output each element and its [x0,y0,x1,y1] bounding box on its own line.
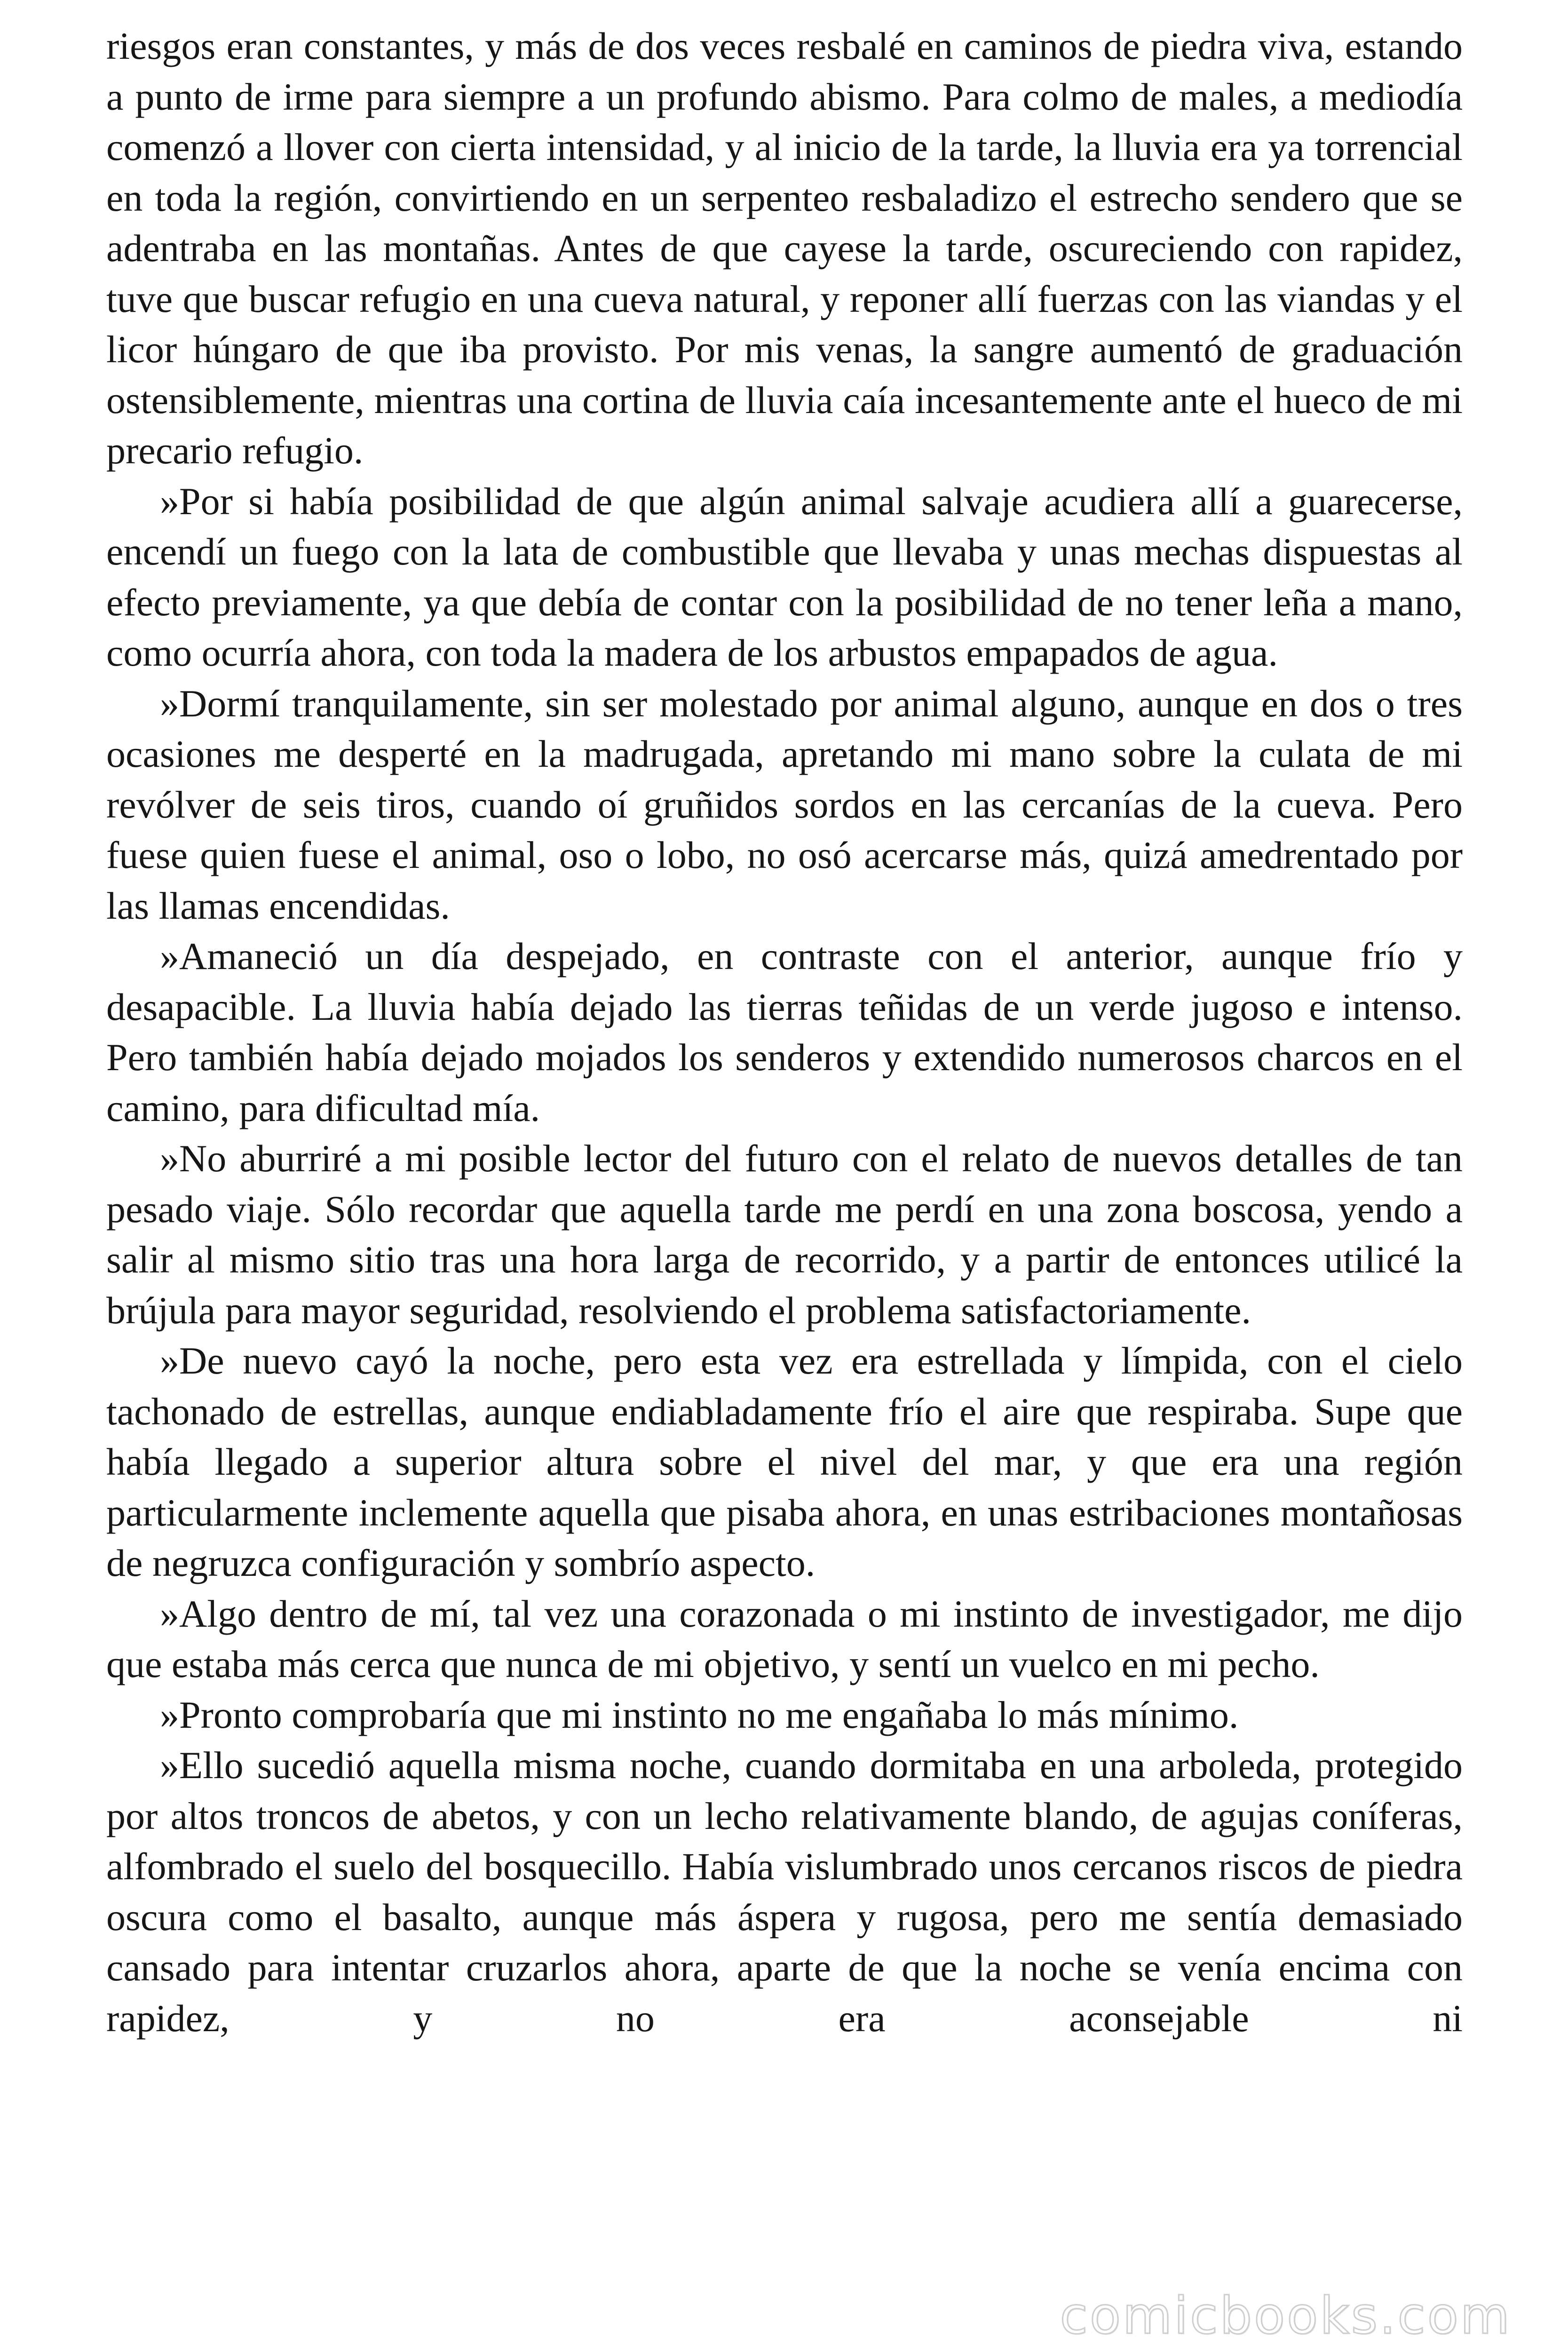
paragraph-9: »Ello sucedió aquella misma noche, cuando dormitaba en una arboleda, protegido por altos troncos de abetos, y con un lecho relativamente blando, de agujas coníferas, alfombrado el suelo del bosquecillo. Había vislumbrado unos cercanos riscos de piedra oscura como el basalto, aunque más áspera y rugosa, pero me sentía demasiado cansado para intentar cruzarlos ahora, aparte de que la noche se venía encima con rapidez, y no era aconsejable ni [106,1744,1463,2040]
paragraph-7: »Algo dentro de mí, tal vez una corazonada o mi instinto de investigador, me dijo que estaba más cerca que nunca de mi objetivo, y sentí un vuelco en mi pecho. [106,1592,1463,1685]
body-text [106,21,1463,2043]
paragraph-1: riesgos eran constantes, y más de dos veces resbalé en caminos de piedra viva, estando a punto de irme para siempre a un profundo abismo. Para colmo de males, a mediodía comenzó a llover con cierta intensidad, y al inicio de la tarde, la lluvia era ya torrencial en toda la región, convirtiendo en un serpenteo resbaladizo el estrecho sendero que se adentraba en las montañas. Antes de que cayese la tarde, oscureciendo con rapidez, tuve que buscar refugio en una cueva natural, y reponer allí fuerzas con las viandas y el licor húngaro de que iba provisto. Por mis venas, la sangre aumentó de graduación ostensiblemente, mientras una cortina de lluvia caía incesantemente ante el hueco de mi precario refugio. [106,24,1463,472]
paragraph-8: »Pronto comprobaría que mi instinto no me engañaba lo más mínimo. [160,1693,1239,1736]
paragraph-2: »Por si había posibilidad de que algún animal salvaje acudiera allí a guarecerse, encendí un fuego con la lata de combustible que llevaba y unas mechas dispuestas al efecto previamente, ya que debía de contar con la posibilidad de no tener leña a mano, como ocurría ahora, con toda la madera de los arbustos empapados de agua. [106,479,1463,674]
paragraph-4: »Amaneció un día despejado, en contraste con el anterior, aunque frío y desapacible. La lluvia había dejado las tierras teñidas de un verde jugoso e intenso. Pero también había dejado mojados los senderos y extendido numerosos charcos en el camino, para dificultad mía. [106,935,1463,1129]
paragraph-5: »No aburriré a mi posible lector del futuro con el relato de nuevos detalles de tan pesado viaje. Sólo recordar que aquella tarde me perdí en una zona boscosa, yendo a salir al mismo sitio tras una hora larga de recorrido, y a partir de entonces utilicé la brújula para mayor seguridad, resolviendo el problema satisfactoriamente. [106,1137,1463,1332]
paragraph-6: »De nuevo cayó la noche, pero esta vez era estrellada y límpida, con el cielo tachonado de estrellas, aunque endiabladamente frío el aire que respiraba. Supe que había llegado a superior altura sobre el nivel del mar, y que era una región particularmente inclemente aquella que pisaba ahora, en unas estribaciones montañosas de negruzca configuración y sombrío aspecto. [106,1339,1463,1584]
paragraph-3: »Dormí tranquilamente, sin ser molestado por animal alguno, aunque en dos o tres ocasiones me desperté en la madrugada, apretando mi mano sobre la culata de mi revólver de seis tiros, cuando oí gruñidos sordos en las cercanías de la cueva. Pero fuese quien fuese el animal, oso o lobo, no osó acercarse más, quizá amedrentado por las llamas encendidas. [106,682,1463,927]
watermark-logo: comicbooks.com [1060,2287,1512,2345]
